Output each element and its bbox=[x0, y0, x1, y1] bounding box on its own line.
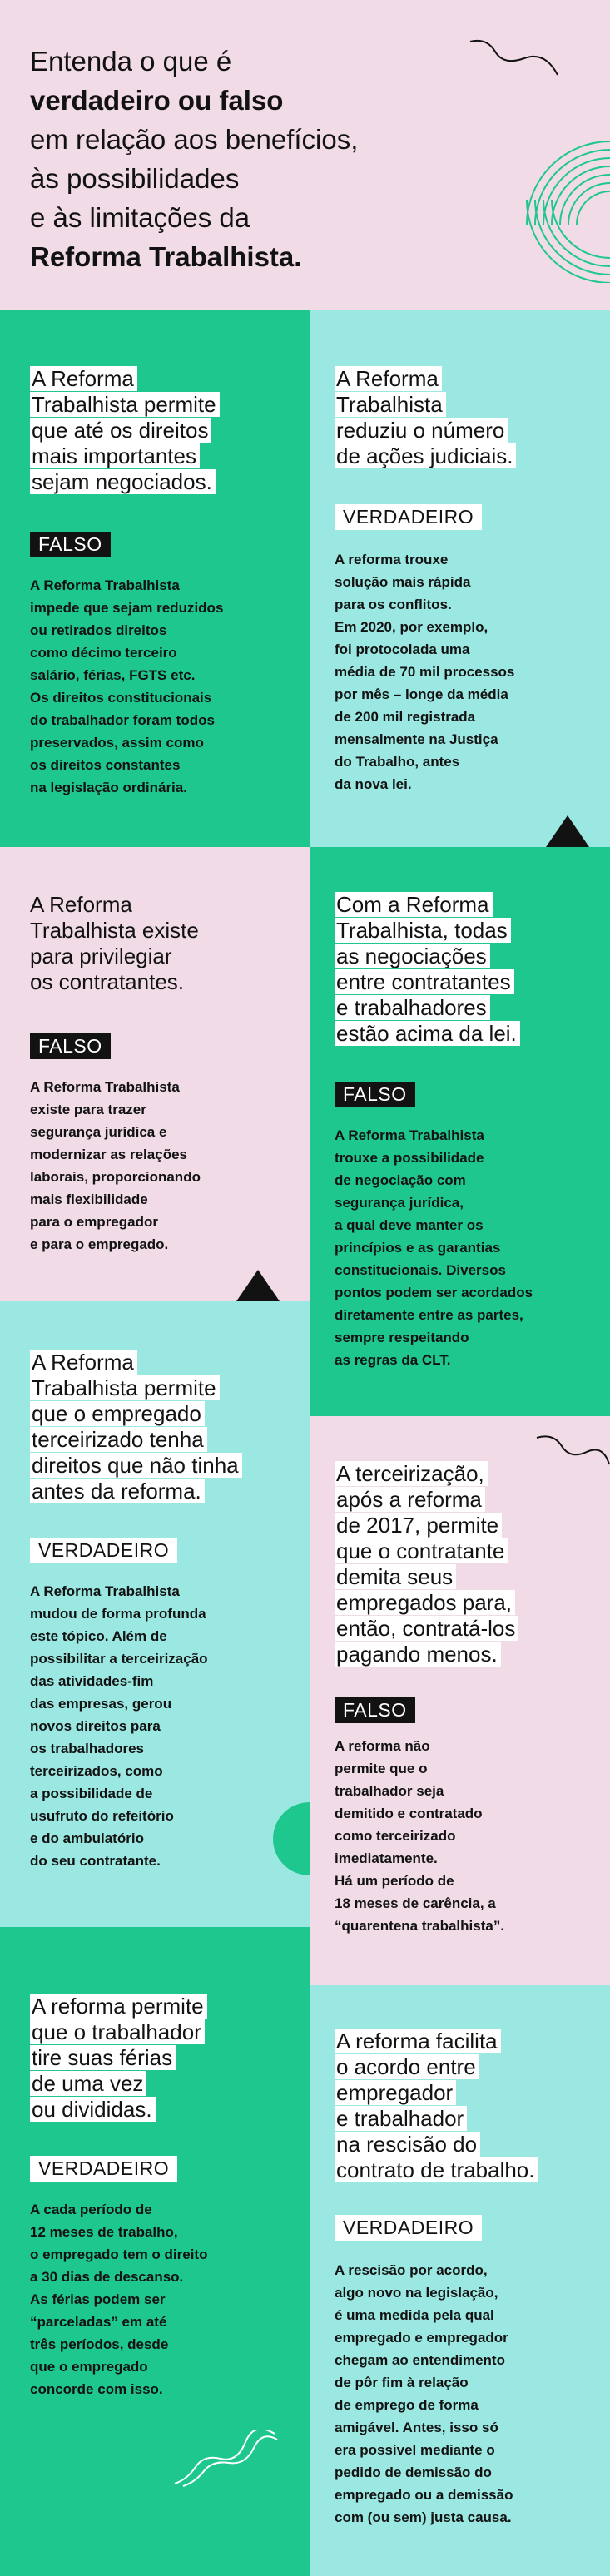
title-line: então, contratá-los bbox=[335, 1616, 518, 1641]
body-line: mensalmente na Justiça bbox=[335, 731, 498, 747]
title-line: Entenda o que é bbox=[30, 46, 232, 77]
body-line: empregado e empregador bbox=[335, 2330, 508, 2346]
card-body bbox=[335, 1124, 593, 1371]
body-line: do Trabalho, antes bbox=[335, 754, 460, 770]
body-line: para o empregador bbox=[30, 1214, 158, 1230]
body-line: constitucionais. Diversos bbox=[335, 1262, 506, 1278]
title-line: os contratantes. bbox=[30, 969, 184, 994]
body-line: 18 meses de carência, a bbox=[335, 1895, 496, 1911]
title-line: que o trabalhador bbox=[30, 2019, 205, 2044]
title-line-bold: Reforma Trabalhista. bbox=[30, 241, 302, 272]
body-line: três períodos, desde bbox=[30, 2336, 169, 2352]
body-line: A Reforma Trabalhista bbox=[30, 577, 180, 593]
body-line: trabalhador seja bbox=[335, 1783, 444, 1799]
card-body bbox=[335, 2259, 601, 2529]
body-line: A Reforma Trabalhista bbox=[30, 1583, 180, 1599]
verdict-badge: FALSO bbox=[30, 1033, 111, 1059]
card-3 bbox=[30, 892, 296, 1256]
title-line: demita seus bbox=[335, 1564, 456, 1589]
title-line: na rescisão do bbox=[335, 2132, 480, 2157]
card-body bbox=[30, 574, 296, 799]
body-line: Em 2020, por exemplo, bbox=[335, 619, 488, 635]
body-line: do seu contratante. bbox=[30, 1853, 161, 1869]
card-4 bbox=[335, 892, 593, 1371]
body-line: A cada período de bbox=[30, 2202, 152, 2217]
verdict-badge: VERDADEIRO bbox=[30, 1538, 177, 1563]
title-line: que até os direitos bbox=[30, 418, 211, 443]
body-line: que o empregado bbox=[30, 2359, 148, 2375]
title-line: e às limitações da bbox=[30, 202, 250, 233]
title-line: A Reforma bbox=[335, 366, 442, 391]
card-body bbox=[30, 1076, 296, 1256]
title-line: que o contratante bbox=[335, 1538, 508, 1563]
title-line: sejam negociados. bbox=[30, 469, 216, 494]
body-line: A rescisão por acordo, bbox=[335, 2262, 488, 2278]
title-line: Com a Reforma bbox=[335, 892, 493, 917]
title-line: reduziu o número bbox=[335, 418, 508, 443]
body-line: das empresas, gerou bbox=[30, 1696, 172, 1712]
title-line: às possibilidades bbox=[30, 163, 240, 194]
body-line: da nova lei. bbox=[335, 776, 412, 792]
body-line: terceirizados, como bbox=[30, 1763, 163, 1779]
title-line: A reforma permite bbox=[30, 1994, 207, 2019]
card-body bbox=[30, 2198, 296, 2400]
body-line: concorde com isso. bbox=[30, 2381, 163, 2397]
body-line: a qual deve manter os bbox=[335, 1217, 484, 1233]
card-title bbox=[30, 366, 296, 495]
body-line: A Reforma Trabalhista bbox=[335, 1127, 484, 1143]
body-line: como terceirizado bbox=[335, 1828, 456, 1844]
body-line: algo novo na legislação, bbox=[335, 2285, 498, 2301]
squiggle-decoration bbox=[171, 2430, 279, 2488]
body-line: A reforma não bbox=[335, 1738, 430, 1754]
body-line: o empregado tem o direito bbox=[30, 2247, 208, 2262]
body-line: princípios e as garantias bbox=[335, 1240, 501, 1256]
body-line: imediatamente. bbox=[335, 1850, 438, 1866]
body-line: A reforma trouxe bbox=[335, 552, 449, 567]
title-line: para privilegiar bbox=[30, 944, 172, 968]
verdict-badge: FALSO bbox=[335, 1082, 415, 1107]
card-title bbox=[30, 1994, 296, 2123]
title-line: de uma vez bbox=[30, 2071, 146, 2096]
card-2 bbox=[335, 366, 593, 795]
title-line: entre contratantes bbox=[335, 969, 514, 994]
title-line: direitos que não tinha bbox=[30, 1453, 242, 1478]
body-line: é uma medida pela qual bbox=[335, 2307, 494, 2323]
body-line: das atividades-fim bbox=[30, 1673, 154, 1689]
body-line: permite que o bbox=[335, 1761, 428, 1776]
body-line: e do ambulatório bbox=[30, 1830, 144, 1846]
body-line: do trabalhador foram todos bbox=[30, 712, 215, 728]
card-title bbox=[30, 892, 296, 995]
title-line: de ações judiciais. bbox=[335, 443, 516, 468]
body-line: como décimo terceiro bbox=[30, 645, 177, 661]
body-line: os direitos constantes bbox=[30, 757, 181, 773]
concentric-arcs-decoration bbox=[516, 133, 610, 283]
title-line: o acordo entre bbox=[335, 2054, 479, 2079]
body-line: novos direitos para bbox=[30, 1718, 161, 1734]
card-title bbox=[335, 2029, 601, 2183]
body-line: sempre respeitando bbox=[335, 1330, 469, 1345]
verdict-badge: FALSO bbox=[30, 532, 111, 557]
title-line: após a reforma bbox=[335, 1487, 485, 1512]
body-line: mais flexibilidade bbox=[30, 1191, 148, 1207]
title-line: terceirizado tenha bbox=[30, 1427, 207, 1452]
title-line: estão acima da lei. bbox=[335, 1021, 520, 1046]
body-line: com (ou sem) justa causa. bbox=[335, 2509, 512, 2525]
body-line: impede que sejam reduzidos bbox=[30, 600, 224, 616]
body-line: usufruto do refeitório bbox=[30, 1808, 174, 1824]
body-line: 12 meses de trabalho, bbox=[30, 2224, 178, 2240]
body-line: empregado ou a demissão bbox=[335, 2487, 513, 2503]
verdict-badge: FALSO bbox=[335, 1697, 415, 1723]
title-line: pagando menos. bbox=[335, 1642, 501, 1667]
body-line: chegam ao entendimento bbox=[335, 2352, 505, 2368]
title-line: empregador bbox=[335, 2080, 456, 2105]
body-line: foi protocolada uma bbox=[335, 642, 470, 657]
body-line: a possibilidade de bbox=[30, 1786, 153, 1801]
title-line: Trabalhista bbox=[335, 392, 446, 417]
title-line: e trabalhador bbox=[335, 2106, 467, 2131]
body-line: possibilitar a terceirização bbox=[30, 1651, 208, 1667]
body-line: pontos podem ser acordados bbox=[335, 1285, 533, 1300]
title-line-bold: verdadeiro ou falso bbox=[30, 85, 284, 116]
body-line: as regras da CLT. bbox=[335, 1352, 451, 1368]
body-line: de 200 mil registrada bbox=[335, 709, 476, 725]
body-line: trouxe a possibilidade bbox=[335, 1150, 484, 1166]
body-line: Há um período de bbox=[335, 1873, 454, 1889]
title-line: tire suas férias bbox=[30, 2045, 176, 2070]
title-line: de 2017, permite bbox=[335, 1513, 502, 1538]
body-line: de pôr fim à relação bbox=[335, 2375, 469, 2390]
body-line: este tópico. Além de bbox=[30, 1628, 167, 1644]
title-line: e trabalhadores bbox=[335, 995, 490, 1020]
body-line: amigável. Antes, isso só bbox=[335, 2420, 498, 2435]
title-line: A Reforma bbox=[30, 892, 132, 917]
card-8 bbox=[335, 2029, 601, 2529]
body-line: solução mais rápida bbox=[335, 574, 471, 590]
title-line: A Reforma bbox=[30, 1350, 137, 1375]
body-line: pedido de demissão do bbox=[335, 2465, 492, 2480]
body-line: segurança jurídica, bbox=[335, 1195, 464, 1211]
body-line: “quarentena trabalhista”. bbox=[335, 1918, 505, 1934]
title-line: A terceirização, bbox=[335, 1461, 488, 1486]
card-title bbox=[30, 1350, 296, 1504]
body-line: por mês – longe da média bbox=[335, 686, 508, 702]
page-title bbox=[30, 42, 496, 276]
squiggle-decoration bbox=[466, 33, 566, 83]
card-5 bbox=[30, 1350, 296, 1872]
card-title bbox=[335, 1461, 593, 1667]
verdict-badge: VERDADEIRO bbox=[335, 2215, 482, 2241]
title-line: Trabalhista permite bbox=[30, 392, 220, 417]
body-line: era possível mediante o bbox=[335, 2442, 495, 2458]
title-line: empregados para, bbox=[335, 1590, 515, 1615]
body-line: modernizar as relações bbox=[30, 1147, 187, 1162]
body-line: diretamente entre as partes, bbox=[335, 1307, 523, 1323]
title-line: Trabalhista existe bbox=[30, 918, 199, 943]
body-line: A Reforma Trabalhista bbox=[30, 1079, 180, 1095]
title-line: as negociações bbox=[335, 944, 490, 968]
body-line: Os direitos constitucionais bbox=[30, 690, 212, 706]
body-line: As férias podem ser bbox=[30, 2291, 166, 2307]
body-line: preservados, assim como bbox=[30, 735, 204, 751]
triangle-decoration bbox=[236, 1270, 280, 1301]
body-line: de emprego de forma bbox=[335, 2397, 479, 2413]
title-line: Trabalhista permite bbox=[30, 1375, 220, 1400]
body-line: a 30 dias de descanso. bbox=[30, 2269, 184, 2285]
card-1 bbox=[30, 366, 296, 799]
title-line: ou divididas. bbox=[30, 2097, 156, 2122]
body-line: e para o empregado. bbox=[30, 1236, 169, 1252]
card-body bbox=[30, 1580, 296, 1872]
verdict-badge: VERDADEIRO bbox=[335, 504, 482, 530]
body-line: laborais, proporcionando bbox=[30, 1169, 201, 1185]
card-title bbox=[335, 366, 593, 469]
title-line: em relação aos benefícios, bbox=[30, 124, 359, 155]
body-line: média de 70 mil processos bbox=[335, 664, 515, 680]
title-line: antes da reforma. bbox=[30, 1479, 205, 1503]
body-line: mudou de forma profunda bbox=[30, 1606, 206, 1622]
title-line: contrato de trabalho. bbox=[335, 2157, 538, 2182]
card-6 bbox=[335, 1461, 593, 1937]
card-title bbox=[335, 892, 593, 1047]
body-line: ou retirados direitos bbox=[30, 622, 167, 638]
card-body bbox=[335, 548, 593, 795]
title-line: A reforma facilita bbox=[335, 2029, 501, 2053]
body-line: salário, férias, FGTS etc. bbox=[30, 667, 196, 683]
verdict-badge: VERDADEIRO bbox=[30, 2156, 177, 2182]
body-line: na legislação ordinária. bbox=[30, 780, 187, 795]
body-line: existe para trazer bbox=[30, 1102, 146, 1117]
body-line: demitido e contratado bbox=[335, 1806, 483, 1821]
card-7 bbox=[30, 1994, 296, 2400]
body-line: segurança jurídica e bbox=[30, 1124, 167, 1140]
body-line: de negociação com bbox=[335, 1172, 466, 1188]
body-line: “parceladas” em até bbox=[30, 2314, 167, 2330]
body-line: os trabalhadores bbox=[30, 1741, 144, 1756]
title-line: mais importantes bbox=[30, 443, 200, 468]
title-line: Trabalhista, todas bbox=[335, 918, 511, 943]
title-line: A Reforma bbox=[30, 366, 137, 391]
title-line: que o empregado bbox=[30, 1401, 205, 1426]
body-line: para os conflitos. bbox=[335, 597, 452, 612]
card-body bbox=[335, 1735, 593, 1937]
triangle-decoration bbox=[546, 815, 589, 847]
